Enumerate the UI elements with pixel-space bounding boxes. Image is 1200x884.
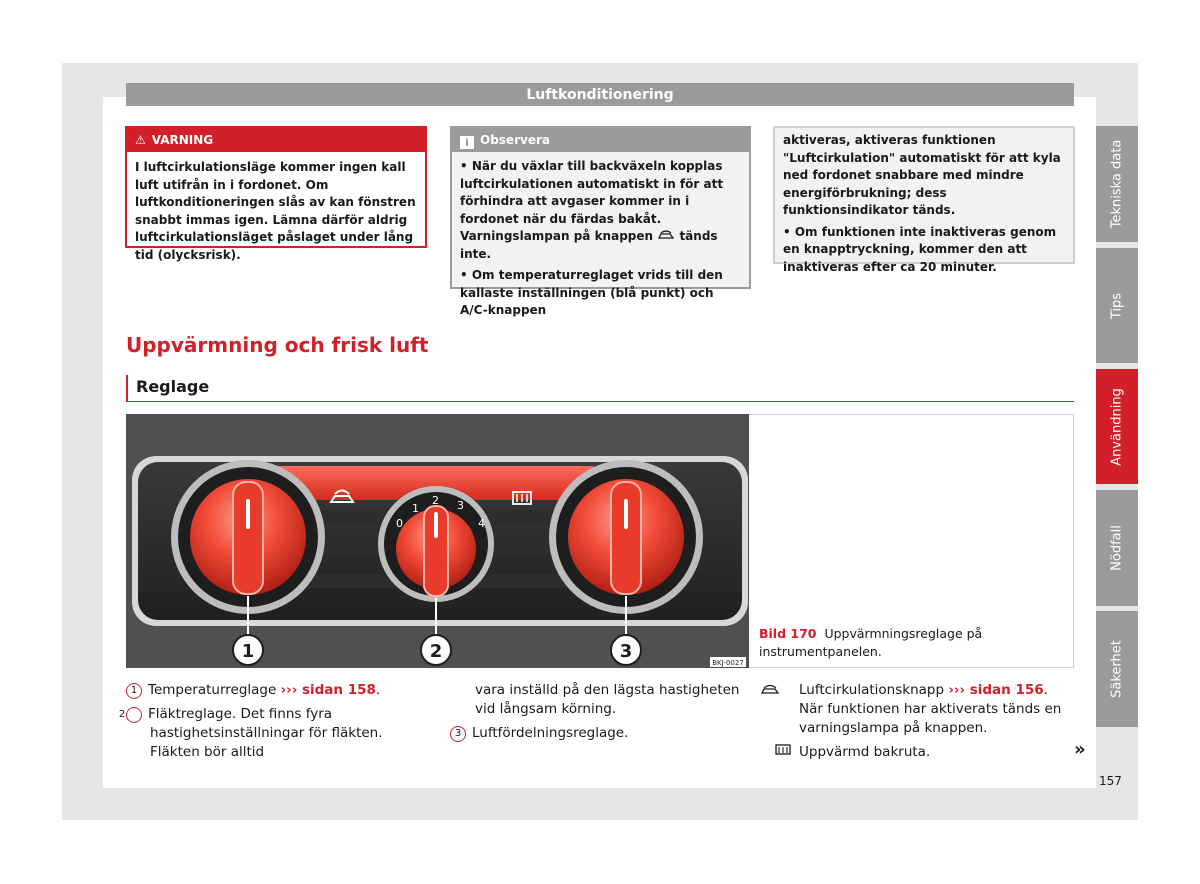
link-sidan-156[interactable]: ››› sidan 156 xyxy=(948,682,1044,698)
figure-caption: Bild 170 Uppvärmningsreglage på instrumentpanelen. xyxy=(759,626,983,659)
tab-anvandning[interactable]: Användning xyxy=(1096,369,1138,484)
fan-knob xyxy=(378,486,494,602)
fan-scale-3: 3 xyxy=(457,499,464,512)
continue-marker: » xyxy=(1074,739,1086,760)
legend-item-2-cont: vara inställd på den lägsta hastigheten vid långsam körning. xyxy=(475,682,740,717)
continued-bullet: • Om funktionen inte inaktiveras genom en knapptryckning, kommer den att inaktiveras efter ca 20 minuter. xyxy=(783,224,1057,274)
legend-col-3 xyxy=(773,681,1073,762)
fan-scale-4: 4 xyxy=(478,517,485,530)
warning-triangle-icon: ⚠ xyxy=(135,133,146,147)
legend-item-1: 1 Temperaturreglage ››› sidan 158. xyxy=(126,681,426,700)
section-title: Uppvärmning och frisk luft xyxy=(126,333,429,357)
tab-sakerhet[interactable]: Säkerhet xyxy=(1096,611,1138,727)
warning-text: I luftcirkulationsläge kommer ingen kall luft utifrån in i fordonet. Om luftkonditioneringen slås av kan fönstren snabbt immas igen. Lämna därför aldrig luftcirkulationsläget påslaget under lång tid (olycksrisk). xyxy=(135,160,416,262)
fan-scale-2: 2 xyxy=(432,494,439,507)
fan-scale-1: 1 xyxy=(412,502,419,515)
tab-nodfall[interactable]: Nödfall xyxy=(1096,490,1138,606)
note-box xyxy=(450,126,751,317)
climate-control-figure xyxy=(126,414,749,668)
info-icon: i xyxy=(460,136,474,149)
legend-rear-window: Uppvärmd bakruta. xyxy=(773,743,1073,762)
recirculation-car-icon xyxy=(773,681,793,700)
subsection-heading: Reglage xyxy=(126,375,1074,402)
link-sidan-158[interactable]: ››› sidan 158 xyxy=(280,682,376,698)
warning-header: ⚠ VARNING xyxy=(127,128,425,152)
legend-item-2: 2 Fläktreglage. Det finns fyra hastighetsinställningar för fläkten. Fläkten bör alltid xyxy=(118,706,383,760)
chapter-header: Luftkonditionering xyxy=(126,83,1074,106)
warning-box xyxy=(125,126,427,262)
figure-caption-box xyxy=(749,414,1074,668)
tab-tips[interactable]: Tips xyxy=(1096,248,1138,363)
legend-recirculation: Luftcirkulationsknapp ››› sidan 156. När funktionen har aktiverats tänds en varningslampa på knappen. xyxy=(773,681,1073,738)
page-number: 157 xyxy=(1099,774,1122,788)
note-bullet-2: • Om temperaturreglaget vrids till den kallaste inställningen (blå punkt) och A/C-knappen xyxy=(460,268,723,317)
fan-scale-0: 0 xyxy=(396,517,403,530)
recirculation-car-icon xyxy=(657,230,675,240)
rear-window-heating-icon xyxy=(773,743,793,762)
legend-item-3: 3 Luftfördelningsreglage. xyxy=(450,724,750,743)
note-header: i Observera xyxy=(452,128,749,152)
svg-text:2: 2 xyxy=(429,641,443,662)
note-bullet-1: • När du växlar till backväxeln kopplas luftcirkulationen automatiskt in för att förhindra att avgaser kommer in i fordonet när du färdas bakåt. Varningslampan på knappen tänds inte. xyxy=(460,159,724,261)
svg-text:1: 1 xyxy=(241,641,255,662)
svg-text:3: 3 xyxy=(619,641,633,662)
continued-note-box xyxy=(773,126,1075,274)
air-distribution-knob xyxy=(549,460,703,614)
legend-col-1 xyxy=(118,681,426,762)
tab-tekniska-data[interactable]: Tekniska data xyxy=(1096,126,1138,242)
temperature-knob xyxy=(171,460,325,614)
continued-para: aktiveras, aktiveras funktionen "Luftcirkulation" automatiskt för att kyla ned fordonet snabbare med mindre energiförbrukning; dess funktionsindikator tänds. xyxy=(783,133,1061,217)
figure-code: BKJ-0027 xyxy=(712,659,744,667)
legend-col-2 xyxy=(450,681,750,743)
